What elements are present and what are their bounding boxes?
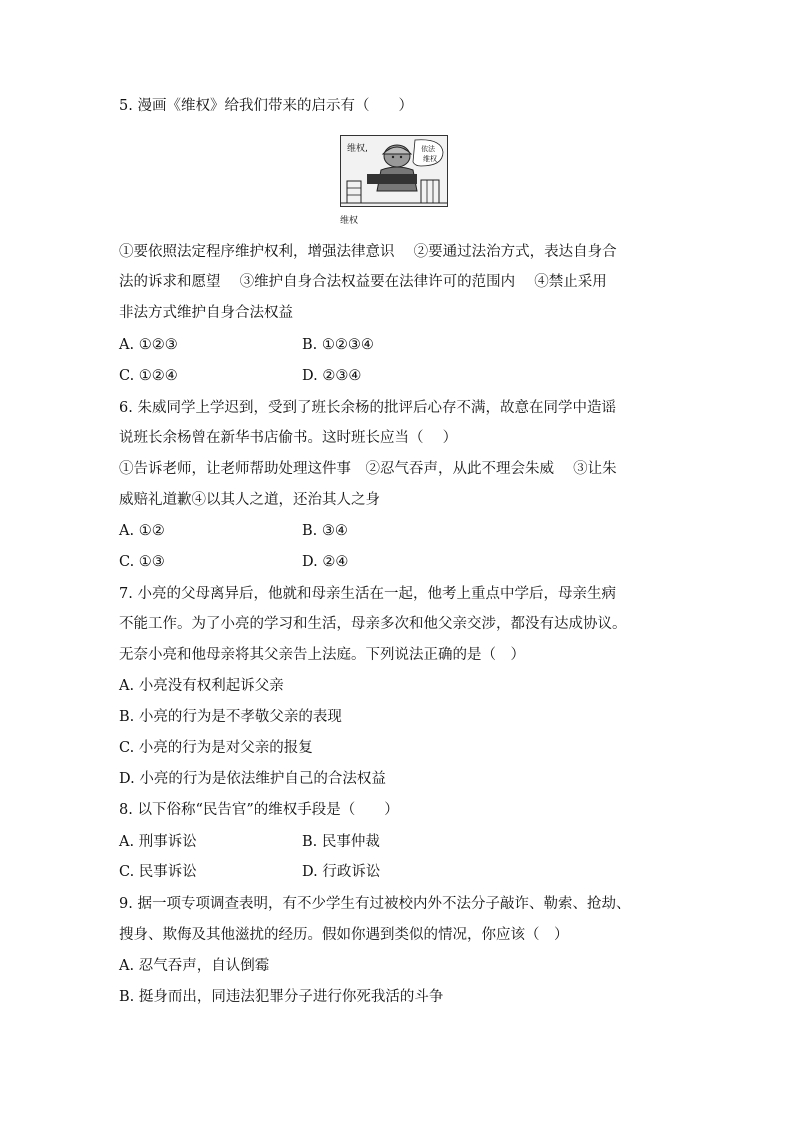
q6-statement-line: 威赔礼道歉④以其人之道，还治其人之身 (119, 492, 380, 508)
q9-option-b: B. 挺身而出，同违法犯罪分子进行你死我活的斗争 (119, 989, 444, 1005)
q6-option-c: C. ①③ (119, 554, 165, 570)
q8-option-a: A. 刑事诉讼 (119, 834, 197, 850)
q8-option-d: D. 行政诉讼 (302, 864, 381, 880)
q6-stem: 6. 朱威同学上学迟到，受到了班长余杨的批评后心存不满，故意在同学中造谣 (119, 400, 616, 416)
q7-option-a: A. 小亮没有权利起诉父亲 (119, 678, 284, 694)
cartoon-text-left: 维权, (347, 144, 368, 154)
q5-option-b: B. ①②③④ (302, 337, 374, 353)
q7-option-d: D. 小亮的行为是依法维护自己的合法权益 (119, 771, 386, 787)
figure-caption: 维权 (340, 216, 359, 226)
q5-statement-line: 法的诉求和愿望 ③维护自身合法权益要在法律许可的范围内 ④禁止采用 (119, 274, 607, 290)
q8-option-b: B. 民事仲裁 (302, 834, 380, 850)
q6-option-d: D. ②④ (302, 554, 349, 570)
cartoon-text-right-2: 维权 (423, 155, 437, 163)
q5-stem: 5. 漫画《维权》给我们带来的启示有（ ） (119, 98, 413, 114)
q6-stem: 说班长余杨曾在新华书店偷书。这时班长应当（ ） (119, 430, 458, 446)
weiquan-cartoon (340, 135, 448, 207)
q5-statement-line: ①要依照法定程序维护权利，增强法律意识 ②要通过法治方式，表达自身合 (119, 244, 617, 260)
q8-option-c: C. 民事诉讼 (119, 864, 197, 880)
q5-option-d: D. ②③④ (302, 368, 362, 384)
q9-stem: 搜身、欺侮及其他滋扰的经历。假如你遇到类似的情况，你应该（ ） (119, 927, 569, 943)
q6-option-a: A. ①② (119, 523, 165, 539)
q7-option-b: B. 小亮的行为是不孝敬父亲的表现 (119, 709, 342, 725)
q9-stem: 9. 据一项专项调查表明，有不少学生有过被校内外不法分子敲诈、勒索、抢劫、 (119, 896, 631, 912)
q9-option-a: A. 忍气吞声，自认倒霉 (119, 958, 270, 974)
q7-stem: 不能工作。为了小亮的学习和生活，母亲多次和他父亲交涉，都没有达成协议。 (119, 616, 627, 632)
q6-statement-line: ①告诉老师，让老师帮助处理这件事 ②忍气吞声，从此不理会朱威 ③让朱 (119, 461, 617, 477)
q6-option-b: B. ③④ (302, 523, 348, 539)
q7-stem: 无奈小亮和他母亲将其父亲告上法庭。下列说法正确的是（ ） (119, 647, 525, 663)
q7-option-c: C. 小亮的行为是对父亲的报复 (119, 740, 313, 756)
q7-stem: 7. 小亮的父母离异后，他就和母亲生活在一起，他考上重点中学后，母亲生病 (119, 586, 616, 602)
cartoon-drawing (341, 136, 447, 206)
cartoon-text-right-1: 依法 (421, 145, 435, 153)
q8-stem: 8. 以下俗称“民告官”的维权手段是（ ） (119, 802, 399, 818)
q5-option-c: C. ①②④ (119, 368, 178, 384)
q5-option-a: A. ①②③ (119, 337, 178, 353)
q5-statement-line: 非法方式维护自身合法权益 (119, 305, 293, 321)
